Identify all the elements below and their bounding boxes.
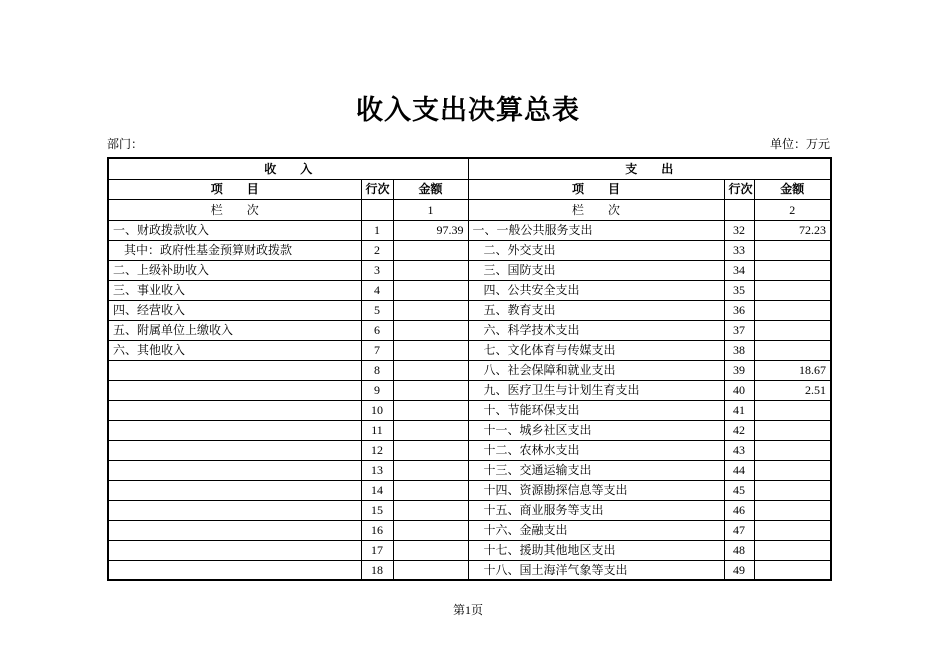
expenditure-amount-cell (754, 260, 831, 280)
revenue-line-cell: 5 (361, 300, 393, 320)
revenue-line-cell: 7 (361, 340, 393, 360)
revenue-amount-cell: 97.39 (393, 220, 468, 240)
revenue-line-cell: 16 (361, 520, 393, 540)
expenditure-amount-cell (754, 340, 831, 360)
revenue-amount-cell (393, 400, 468, 420)
revenue-line-cell: 10 (361, 400, 393, 420)
table-row (108, 380, 831, 400)
revenue-item-cell: 二、上级补助收入 (108, 260, 361, 280)
revenue-column-index-blank (361, 199, 393, 220)
expenditure-item-cell: 十八、国土海洋气象等支出 (468, 560, 724, 580)
table-row (108, 220, 831, 240)
revenue-item-cell (108, 480, 361, 500)
expenditure-column-index-label: 栏 次 (468, 199, 724, 220)
expenditure-item-cell: 三、国防支出 (468, 260, 724, 280)
expenditure-line-cell: 41 (724, 400, 754, 420)
expenditure-line-cell: 42 (724, 420, 754, 440)
expenditure-line-cell: 40 (724, 380, 754, 400)
revenue-item-cell (108, 460, 361, 480)
table-row (108, 540, 831, 560)
table-row (108, 300, 831, 320)
expenditure-amount-cell (754, 300, 831, 320)
revenue-amount-cell (393, 460, 468, 480)
revenue-item-cell (108, 540, 361, 560)
expenditure-line-cell: 39 (724, 360, 754, 380)
revenue-item-cell: 三、事业收入 (108, 280, 361, 300)
column-header-row (108, 179, 831, 199)
table-row (108, 520, 831, 540)
expenditure-item-cell: 五、教育支出 (468, 300, 724, 320)
expenditure-amount-cell (754, 520, 831, 540)
revenue-section-header: 收 入 (108, 158, 468, 179)
revenue-line-cell: 15 (361, 500, 393, 520)
revenue-column-index: 1 (393, 199, 468, 220)
expenditure-item-cell: 九、医疗卫生与计划生育支出 (468, 380, 724, 400)
revenue-line-cell: 11 (361, 420, 393, 440)
expenditure-amount-cell: 18.67 (754, 360, 831, 380)
revenue-line-cell: 3 (361, 260, 393, 280)
expenditure-item-cell: 十三、交通运输支出 (468, 460, 724, 480)
expenditure-amount-cell (754, 460, 831, 480)
revenue-line-cell: 6 (361, 320, 393, 340)
table-row (108, 560, 831, 580)
revenue-item-cell: 一、财政拨款收入 (108, 220, 361, 240)
revenue-amount-cell (393, 340, 468, 360)
expenditure-item-cell: 十一、城乡社区支出 (468, 420, 724, 440)
expenditure-amount-cell (754, 560, 831, 580)
expenditure-column-index: 2 (754, 199, 831, 220)
table-row (108, 260, 831, 280)
expenditure-item-cell: 十、节能环保支出 (468, 400, 724, 420)
revenue-amount-cell (393, 240, 468, 260)
expenditure-line-cell: 44 (724, 460, 754, 480)
revenue-line-cell: 12 (361, 440, 393, 460)
revenue-line-cell: 13 (361, 460, 393, 480)
table-row (108, 240, 831, 260)
revenue-line-cell: 18 (361, 560, 393, 580)
revenue-line-cell: 17 (361, 540, 393, 560)
expenditure-amount-cell (754, 320, 831, 340)
expenditure-line-cell: 34 (724, 260, 754, 280)
expenditure-line-cell: 38 (724, 340, 754, 360)
meta-row (107, 137, 830, 151)
revenue-amount-cell (393, 540, 468, 560)
revenue-amount-cell (393, 260, 468, 280)
expenditure-line-column-header: 行次 (724, 179, 754, 199)
revenue-amount-cell (393, 520, 468, 540)
table-row (108, 440, 831, 460)
table-row (108, 280, 831, 300)
expenditure-amount-cell (754, 480, 831, 500)
expenditure-item-cell: 十六、金融支出 (468, 520, 724, 540)
department-label: 部门： (107, 137, 144, 151)
expenditure-item-cell: 十四、资源勘探信息等支出 (468, 480, 724, 500)
revenue-line-cell: 8 (361, 360, 393, 380)
expenditure-item-cell: 一、一般公共服务支出 (468, 220, 724, 240)
column-index-row (108, 199, 831, 220)
expenditure-item-cell: 十七、援助其他地区支出 (468, 540, 724, 560)
expenditure-line-cell: 33 (724, 240, 754, 260)
expenditure-line-cell: 48 (724, 540, 754, 560)
expenditure-item-cell: 十二、农林水支出 (468, 440, 724, 460)
revenue-item-cell (108, 360, 361, 380)
unit-label: 单位：万元 (769, 137, 830, 151)
expenditure-item-cell: 四、公共安全支出 (468, 280, 724, 300)
expenditure-line-cell: 36 (724, 300, 754, 320)
expenditure-item-cell: 八、社会保障和就业支出 (468, 360, 724, 380)
revenue-amount-cell (393, 280, 468, 300)
expenditure-column-index-blank (724, 199, 754, 220)
revenue-amount-cell (393, 420, 468, 440)
section-header-row (108, 158, 831, 179)
page-number: 第1页 (452, 603, 483, 617)
revenue-amount-cell (393, 380, 468, 400)
revenue-amount-cell (393, 480, 468, 500)
revenue-amount-cell (393, 300, 468, 320)
revenue-item-cell (108, 420, 361, 440)
expenditure-amount-cell (754, 280, 831, 300)
expenditure-line-cell: 37 (724, 320, 754, 340)
table-row (108, 360, 831, 380)
revenue-line-cell: 14 (361, 480, 393, 500)
expenditure-item-column-header: 项 目 (468, 179, 724, 199)
revenue-amount-cell (393, 320, 468, 340)
expenditure-line-cell: 47 (724, 520, 754, 540)
accounts-summary-table (107, 157, 832, 581)
revenue-amount-cell (393, 440, 468, 460)
revenue-item-cell: 五、附属单位上缴收入 (108, 320, 361, 340)
revenue-line-cell: 4 (361, 280, 393, 300)
expenditure-amount-cell (754, 540, 831, 560)
expenditure-line-cell: 43 (724, 440, 754, 460)
table-body (108, 220, 831, 580)
revenue-item-column-header: 项 目 (108, 179, 361, 199)
revenue-item-cell (108, 500, 361, 520)
expenditure-item-cell: 二、外交支出 (468, 240, 724, 260)
revenue-item-cell (108, 380, 361, 400)
expenditure-amount-cell (754, 500, 831, 520)
expenditure-amount-column-header: 金额 (754, 179, 831, 199)
page-title: 收入支出决算总表 (356, 95, 580, 125)
table-row (108, 420, 831, 440)
revenue-item-cell (108, 560, 361, 580)
table-row (108, 320, 831, 340)
revenue-line-cell: 2 (361, 240, 393, 260)
revenue-item-cell (108, 400, 361, 420)
revenue-item-cell (108, 520, 361, 540)
revenue-item-cell (108, 440, 361, 460)
expenditure-section-header: 支 出 (468, 158, 831, 179)
expenditure-line-cell: 32 (724, 220, 754, 240)
revenue-amount-cell (393, 560, 468, 580)
expenditure-line-cell: 35 (724, 280, 754, 300)
table-row (108, 340, 831, 360)
revenue-amount-cell (393, 360, 468, 380)
revenue-line-column-header: 行次 (361, 179, 393, 199)
expenditure-line-cell: 46 (724, 500, 754, 520)
revenue-amount-cell (393, 500, 468, 520)
expenditure-item-cell: 七、文化体育与传媒支出 (468, 340, 724, 360)
revenue-item-cell: 四、经营收入 (108, 300, 361, 320)
expenditure-amount-cell (754, 440, 831, 460)
revenue-line-cell: 9 (361, 380, 393, 400)
revenue-item-cell: 六、其他收入 (108, 340, 361, 360)
expenditure-line-cell: 49 (724, 560, 754, 580)
expenditure-amount-cell (754, 420, 831, 440)
expenditure-amount-cell (754, 400, 831, 420)
expenditure-amount-cell (754, 240, 831, 260)
table-row (108, 480, 831, 500)
expenditure-item-cell: 六、科学技术支出 (468, 320, 724, 340)
table-row (108, 400, 831, 420)
expenditure-amount-cell: 72.23 (754, 220, 831, 240)
expenditure-item-cell: 十五、商业服务等支出 (468, 500, 724, 520)
table-row (108, 500, 831, 520)
revenue-amount-column-header: 金额 (393, 179, 468, 199)
revenue-item-cell: 其中：政府性基金预算财政拨款 (108, 240, 361, 260)
revenue-line-cell: 1 (361, 220, 393, 240)
expenditure-amount-cell: 2.51 (754, 380, 831, 400)
revenue-column-index-label: 栏 次 (108, 199, 361, 220)
table-row (108, 460, 831, 480)
expenditure-line-cell: 45 (724, 480, 754, 500)
